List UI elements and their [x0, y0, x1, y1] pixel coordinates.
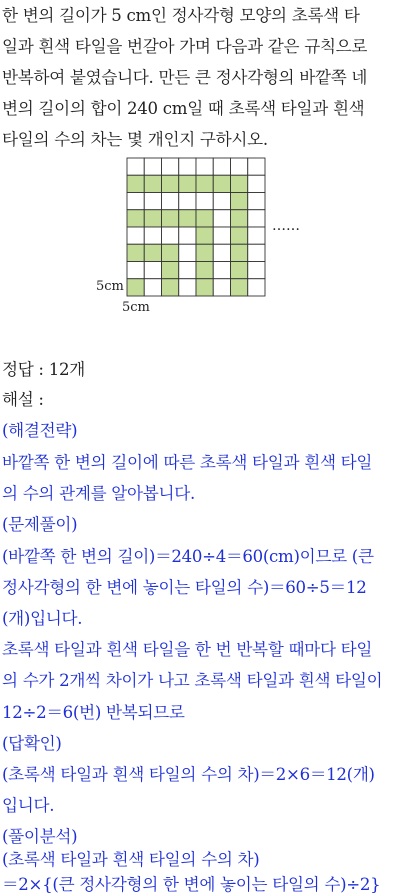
white-tile	[213, 210, 230, 227]
green-tile	[127, 244, 144, 261]
white-tile	[179, 158, 196, 175]
white-tile	[162, 227, 179, 244]
green-tile	[162, 262, 179, 279]
tile-pattern-figure	[90, 156, 330, 318]
green-tile	[231, 227, 248, 244]
white-tile	[162, 158, 179, 175]
solution-line: (답확인)	[2, 734, 62, 753]
green-tile	[144, 210, 161, 227]
solution-line: 초록색 타일과 흰색 타일을 한 번 반복할 때마다 타일	[2, 640, 373, 659]
white-tile	[127, 227, 144, 244]
solution-line: 입니다.	[2, 796, 55, 815]
white-tile	[213, 193, 230, 210]
problem-line: 변의 길이의 합이 240 cm일 때 초록색 타일과 흰색	[2, 99, 365, 118]
white-tile	[213, 262, 230, 279]
green-tile	[162, 244, 179, 261]
white-tile	[179, 279, 196, 296]
solution-line: 바깥쪽 한 변의 길이에 따른 초록색 타일과 흰색 타일	[2, 453, 373, 472]
white-tile	[144, 262, 161, 279]
white-tile	[127, 158, 144, 175]
solution-line: 정사각형의 한 변에 놓이는 타일의 수)＝60÷5＝12	[2, 578, 367, 597]
green-tile	[127, 210, 144, 227]
white-tile	[231, 158, 248, 175]
solution-line: 의 수가 2개씩 차이가 나고 초록색 타일과 흰색 타일이	[2, 671, 383, 690]
white-tile	[179, 244, 196, 261]
green-tile	[179, 210, 196, 227]
white-tile	[248, 227, 265, 244]
answer-line: 정답 : 12개	[2, 360, 85, 379]
white-tile	[179, 262, 196, 279]
solution-line: 의 수의 관계를 알아봅니다.	[2, 484, 195, 503]
white-tile	[248, 262, 265, 279]
white-tile	[248, 244, 265, 261]
problem-line: 일과 흰색 타일을 번갈아 가며 다음과 같은 규칙으로	[2, 37, 368, 56]
green-tile	[231, 193, 248, 210]
white-tile	[248, 210, 265, 227]
explanation-label: 해설 :	[2, 390, 44, 409]
green-tile	[231, 244, 248, 261]
white-tile	[213, 227, 230, 244]
solution-line: (개)입니다.	[2, 609, 83, 628]
problem-line: 타일의 수의 차는 몇 개인지 구하시오.	[2, 130, 268, 149]
bottom-length-label: 5cm	[122, 300, 150, 315]
white-tile	[127, 262, 144, 279]
green-tile	[179, 175, 196, 192]
solution-line: (초록색 타일과 흰색 타일의 수의 차)	[2, 850, 260, 869]
green-tile	[196, 262, 213, 279]
green-tile	[144, 175, 161, 192]
white-tile	[144, 279, 161, 296]
side-length-label: 5cm	[96, 279, 124, 294]
green-tile	[231, 210, 248, 227]
problem-line: 반복하여 붙였습니다. 만든 큰 정사각형의 바깥쪽 네	[2, 68, 368, 87]
solution-line: (바깥쪽 한 변의 길이)＝240÷4＝60(cm)이므로 (큰	[2, 547, 374, 566]
white-tile	[213, 158, 230, 175]
green-tile	[231, 175, 248, 192]
white-tile	[179, 227, 196, 244]
green-tile	[196, 210, 213, 227]
green-tile	[196, 175, 213, 192]
white-tile	[213, 244, 230, 261]
green-tile	[162, 210, 179, 227]
solution-line: ＝2×{(큰 정사각형의 한 변에 놓이는 타일의 수)÷2}	[2, 875, 381, 894]
white-tile	[248, 193, 265, 210]
green-tile	[196, 279, 213, 296]
solution-line: (초록색 타일과 흰색 타일의 수의 차)＝2×6＝12(개)	[2, 765, 375, 784]
green-tile	[144, 244, 161, 261]
white-tile	[248, 279, 265, 296]
continuation-ellipsis: ……	[272, 218, 300, 234]
green-tile	[231, 279, 248, 296]
white-tile	[196, 193, 213, 210]
solution-line: (문제풀이)	[2, 515, 78, 534]
green-tile	[196, 244, 213, 261]
green-tile	[162, 279, 179, 296]
solution-line: (풀이분석)	[2, 827, 78, 846]
white-tile	[179, 193, 196, 210]
green-tile	[162, 175, 179, 192]
problem-line: 한 변의 길이가 5 cm인 정사각형 모양의 초록색 타	[2, 6, 360, 25]
white-tile	[248, 175, 265, 192]
solution-line: 12÷2＝6(번) 반복되므로	[2, 703, 185, 722]
white-tile	[248, 158, 265, 175]
green-tile	[231, 262, 248, 279]
solution-line: (해결전략)	[2, 421, 78, 440]
white-tile	[144, 227, 161, 244]
white-tile	[127, 193, 144, 210]
green-tile	[196, 227, 213, 244]
white-tile	[162, 193, 179, 210]
white-tile	[213, 279, 230, 296]
white-tile	[144, 193, 161, 210]
white-tile	[144, 158, 161, 175]
white-tile	[196, 158, 213, 175]
green-tile	[127, 279, 144, 296]
green-tile	[213, 175, 230, 192]
green-tile	[127, 175, 144, 192]
